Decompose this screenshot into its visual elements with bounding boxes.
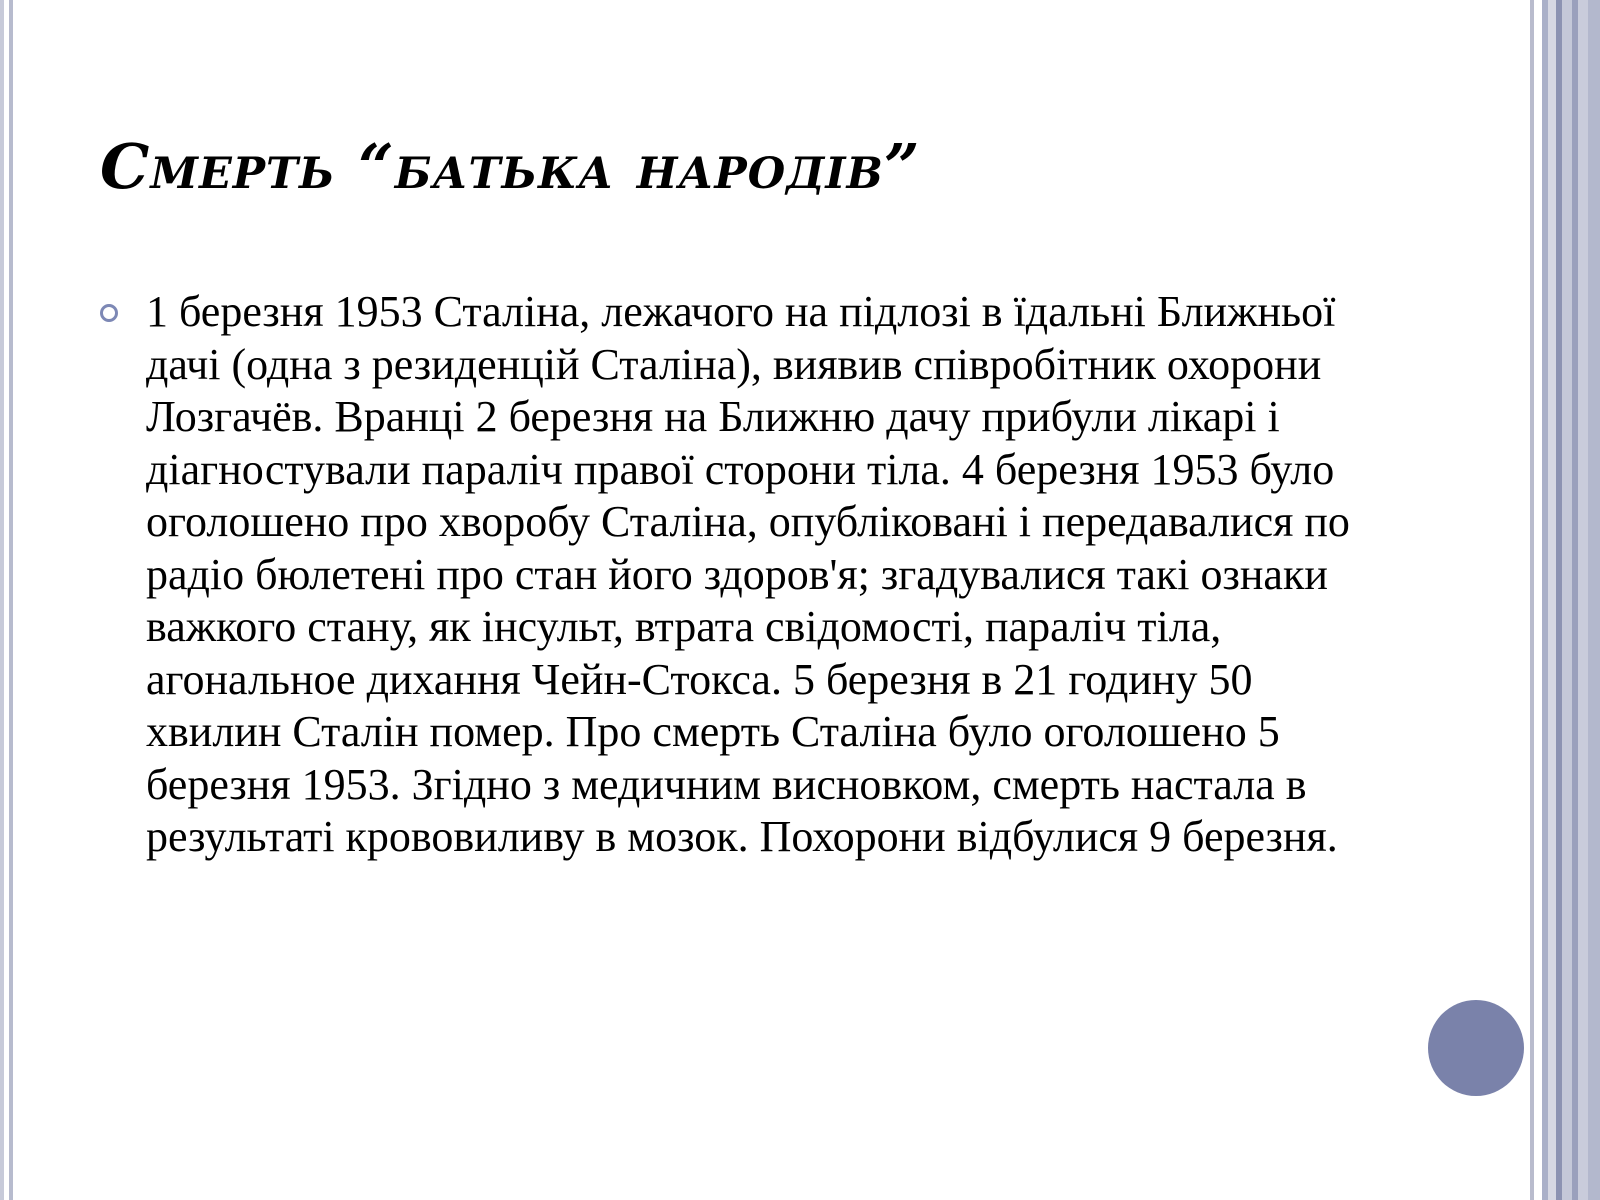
left-frame-line	[0, 0, 4, 1200]
bullet-item	[96, 286, 1366, 864]
stripe	[1548, 0, 1556, 1200]
hollow-circle-bullet-icon	[100, 304, 118, 322]
stripe	[1534, 0, 1542, 1200]
stripe	[1578, 0, 1588, 1200]
bullet-text: 1 березня 1953 Сталіна, лежачого на підлозі в їдальні Ближньої дачі (одна з резиденцій Сталіна), виявив співробітник охорони Лозгачёв. Вранці 2 березня на Ближню дачу прибули лікарі і діагностували параліч правої сторони тіла. 4 березня 1953 було оголошено про хворобу Сталіна, опубліковані і передавалися по радіо бюлетені про стан його здоров'я; згадувалися такі ознаки важкого стану, як інсульт, втрата свідомості, параліч тіла, агональное дихання Чейн-Стокса. 5 березня в 21 годину 50 хвилин Сталін помер. Про смерть Сталіна було оголошено 5 березня 1953. Згідно з медичним висновком, смерть настала в результаті крововиливу в мозок. Похорони відбулися 9 березня.	[146, 287, 1350, 861]
stripe	[1588, 0, 1600, 1200]
slide-title: Смерть “батька народів”	[100, 130, 921, 203]
stripe	[1562, 0, 1572, 1200]
left-frame-line	[9, 0, 13, 1200]
decorative-circle-icon	[1428, 1000, 1524, 1096]
right-decorative-stripes	[1530, 0, 1600, 1200]
bullet-list	[96, 286, 1366, 864]
